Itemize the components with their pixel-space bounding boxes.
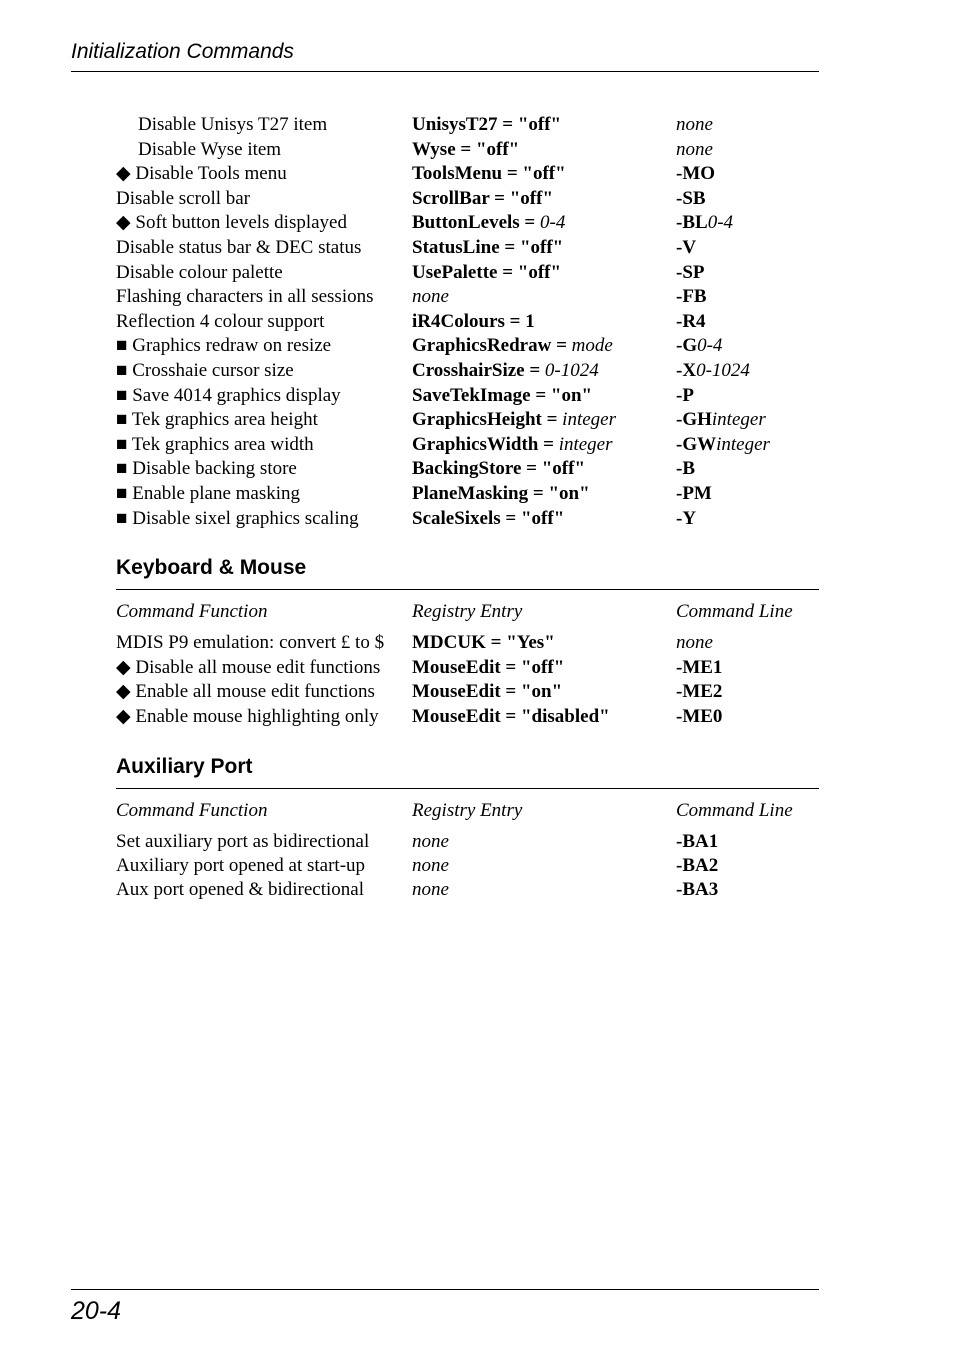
function-text: MDIS P9 emulation: convert £ to $ (116, 632, 385, 653)
column-header-registry: Registry Entry (412, 601, 523, 622)
command-line-segment: -P (676, 384, 694, 406)
registry-entry (412, 705, 610, 729)
column-header-command-line: Command Line (676, 601, 793, 622)
registry-entry-segment: none (412, 831, 449, 852)
command-line-segment: -BA1 (676, 831, 719, 852)
command-function (116, 878, 364, 902)
command-function (116, 433, 314, 457)
command-function (116, 656, 380, 680)
command-line (676, 854, 718, 878)
diamond-bullet-icon: ◆ (116, 705, 131, 727)
command-function (116, 236, 361, 260)
command-line (676, 359, 750, 383)
command-line-segment: none (676, 632, 713, 653)
registry-entry-segment: CrosshairSize = (412, 360, 545, 381)
function-text: Reflection 4 colour support (116, 310, 325, 332)
column-header-command-line: Command Line (676, 800, 793, 821)
command-line (676, 705, 722, 729)
square-bullet-icon: ■ (116, 384, 128, 406)
command-line (676, 211, 733, 235)
registry-entry-segment: MDCUK = "Yes" (412, 632, 555, 653)
command-function (116, 138, 281, 162)
registry-entry-segment: BackingStore = "off" (412, 458, 586, 480)
command-line-segment: -BA2 (676, 855, 719, 877)
command-line (676, 113, 713, 137)
registry-entry-segment: ScaleSixels = "off" (412, 507, 565, 529)
function-text: Graphics redraw on resize (132, 335, 332, 357)
command-function (116, 113, 327, 137)
auxiliary-port-rule (116, 788, 819, 789)
page-number: 20-4 (71, 1297, 122, 1325)
registry-entry (412, 631, 555, 655)
function-text: Tek graphics area width (131, 433, 314, 455)
command-line (676, 236, 696, 260)
registry-entry (412, 236, 563, 260)
registry-entry-segment: MouseEdit = "on" (412, 681, 563, 703)
registry-entry-segment: Wyse = "off" (412, 138, 520, 160)
command-line (676, 310, 706, 334)
command-function (116, 285, 374, 309)
command-line-segment: -B (676, 458, 695, 480)
registry-entry (412, 384, 592, 408)
command-function (116, 310, 324, 334)
registry-entry-segment: 0-1024 (544, 360, 599, 381)
command-function (116, 854, 365, 878)
registry-entry-segment: GraphicsWidth = (412, 433, 559, 455)
command-function (116, 631, 384, 655)
command-function (116, 507, 359, 531)
registry-entry (412, 482, 590, 506)
header-rule (71, 71, 819, 72)
function-text: Disable sixel graphics scaling (132, 507, 359, 529)
command-line (676, 656, 722, 680)
command-function (116, 705, 379, 729)
registry-entry (412, 656, 564, 680)
command-line-segment: -FB (676, 286, 707, 308)
registry-entry-segment: iR4Colours = 1 (412, 310, 535, 332)
registry-entry (412, 507, 564, 531)
command-line (676, 507, 696, 531)
keyboard-mouse-heading: Keyboard & Mouse (116, 556, 307, 579)
diamond-bullet-icon: ◆ (116, 212, 131, 234)
command-line (676, 631, 713, 655)
command-line-segment: -SP (676, 261, 705, 283)
registry-entry-segment: ButtonLevels = (412, 212, 540, 234)
registry-entry-segment: mode (571, 335, 613, 357)
registry-entry-segment: MouseEdit = "disabled" (412, 705, 610, 727)
command-line-segment: 0-4 (707, 212, 734, 234)
command-line (676, 830, 718, 854)
command-line-segment: -GH (676, 409, 712, 431)
function-text: Disable backing store (132, 458, 297, 480)
registry-entry (412, 878, 449, 902)
command-line-segment: -ME2 (676, 681, 723, 703)
command-function (116, 457, 297, 481)
keyboard-mouse-rule (116, 589, 819, 590)
registry-entry-segment: PlaneMasking = "on" (412, 483, 590, 504)
registry-entry (412, 334, 613, 358)
command-line (676, 878, 718, 902)
command-line (676, 457, 695, 481)
command-function (116, 187, 250, 211)
function-text: Disable colour palette (116, 261, 283, 283)
square-bullet-icon: ■ (116, 335, 128, 357)
command-line (676, 187, 706, 211)
command-function (116, 261, 283, 285)
square-bullet-icon: ■ (116, 433, 128, 455)
command-line (676, 162, 715, 186)
registry-entry-segment: integer (562, 409, 616, 431)
registry-entry-segment: ScrollBar = "off" (412, 187, 553, 209)
command-line-segment: none (676, 138, 713, 160)
registry-entry-segment: integer (558, 433, 613, 455)
footer-rule (71, 1289, 819, 1290)
command-line (676, 334, 722, 358)
command-line-segment: -ME1 (676, 656, 723, 678)
command-line-segment: -PM (676, 483, 712, 504)
registry-entry-segment: UsePalette = "off" (412, 261, 562, 283)
command-line-segment: 0-4 (697, 335, 723, 357)
function-text: Enable all mouse edit functions (135, 681, 375, 703)
registry-entry-segment: SaveTekImage = "on" (412, 384, 593, 406)
command-line (676, 408, 766, 432)
function-text: Save 4014 graphics display (132, 384, 341, 406)
registry-entry (412, 680, 562, 704)
square-bullet-icon: ■ (116, 360, 128, 381)
diamond-bullet-icon: ◆ (116, 163, 131, 185)
registry-entry-segment: MouseEdit = "off" (412, 656, 565, 678)
square-bullet-icon: ■ (116, 483, 128, 504)
registry-entry (412, 830, 449, 854)
command-line (676, 384, 694, 408)
function-text: Disable status bar & DEC status (116, 237, 362, 258)
command-function (116, 211, 347, 235)
registry-entry-segment: none (412, 286, 449, 308)
registry-entry (412, 433, 613, 457)
command-line (676, 433, 770, 457)
command-line-segment: 0-1024 (696, 360, 750, 381)
command-line-segment: -BL (676, 212, 708, 234)
diamond-bullet-icon: ◆ (116, 656, 131, 678)
command-line (676, 285, 707, 309)
command-line-segment: -MO (676, 163, 716, 185)
command-function (116, 359, 294, 383)
command-line-segment: -SB (676, 187, 706, 209)
command-function (116, 482, 300, 506)
command-line (676, 261, 705, 285)
function-text: Set auxiliary port as bidirectional (116, 831, 370, 852)
function-text: Soft button levels displayed (135, 212, 347, 234)
registry-entry-segment: none (412, 855, 449, 877)
function-text: Auxiliary port opened at start-up (116, 855, 366, 877)
diamond-bullet-icon: ◆ (116, 681, 131, 703)
registry-entry (412, 310, 535, 334)
command-line (676, 680, 722, 704)
command-line (676, 482, 712, 506)
function-text: Aux port opened & bidirectional (116, 879, 364, 901)
column-header-function: Command Function (116, 800, 268, 821)
command-line-segment: integer (711, 409, 766, 431)
command-function (116, 830, 369, 854)
registry-entry (412, 211, 565, 235)
registry-entry-segment: UnisysT27 = "off" (412, 114, 562, 135)
command-function (116, 408, 318, 432)
command-line-segment: -R4 (676, 310, 706, 332)
registry-entry (412, 138, 519, 162)
command-line-segment: none (676, 114, 713, 135)
registry-entry (412, 854, 449, 878)
registry-entry-segment: none (412, 879, 449, 901)
function-text: Disable Tools menu (135, 163, 287, 185)
command-line-segment: -ME0 (676, 705, 723, 727)
registry-entry (412, 359, 599, 383)
registry-entry-segment: ToolsMenu = "off" (412, 163, 566, 185)
function-text: Disable all mouse edit functions (135, 656, 381, 678)
column-header-registry: Registry Entry (412, 800, 523, 821)
command-function (116, 162, 287, 186)
square-bullet-icon: ■ (116, 507, 128, 529)
registry-entry (412, 285, 449, 309)
command-line-segment: -GW (676, 433, 717, 455)
command-line-segment: -G (676, 335, 698, 357)
registry-entry-segment: GraphicsRedraw = (412, 335, 572, 357)
function-text: Enable plane masking (132, 483, 301, 504)
registry-entry-segment: 0-4 (540, 212, 566, 234)
function-text: Crosshaie cursor size (132, 360, 294, 381)
command-line (676, 138, 713, 162)
square-bullet-icon: ■ (116, 458, 128, 480)
function-text: Flashing characters in all sessions (116, 286, 374, 308)
function-text: Disable scroll bar (116, 187, 251, 209)
auxiliary-port-heading: Auxiliary Port (116, 755, 253, 778)
command-function (116, 384, 341, 408)
command-line-segment: integer (716, 433, 770, 455)
registry-entry-segment: StatusLine = "off" (412, 237, 564, 258)
registry-entry (412, 162, 566, 186)
function-text: Disable Unisys T27 item (138, 114, 328, 135)
registry-entry (412, 187, 553, 211)
registry-entry (412, 113, 561, 137)
command-function (116, 334, 331, 358)
registry-entry-segment: GraphicsHeight = (412, 409, 563, 431)
function-text: Tek graphics area height (131, 409, 318, 431)
function-text: Enable mouse highlighting only (135, 705, 379, 727)
registry-entry (412, 457, 585, 481)
function-text: Disable Wyse item (138, 138, 282, 160)
command-line-segment: -BA3 (676, 879, 719, 901)
command-line-segment: -X (676, 360, 697, 381)
command-line-segment: -Y (676, 507, 697, 529)
running-header: Initialization Commands (71, 40, 294, 63)
column-header-function: Command Function (116, 601, 268, 622)
square-bullet-icon: ■ (116, 409, 128, 431)
command-line-segment: -V (676, 237, 697, 258)
registry-entry (412, 408, 616, 432)
registry-entry (412, 261, 561, 285)
command-function (116, 680, 375, 704)
